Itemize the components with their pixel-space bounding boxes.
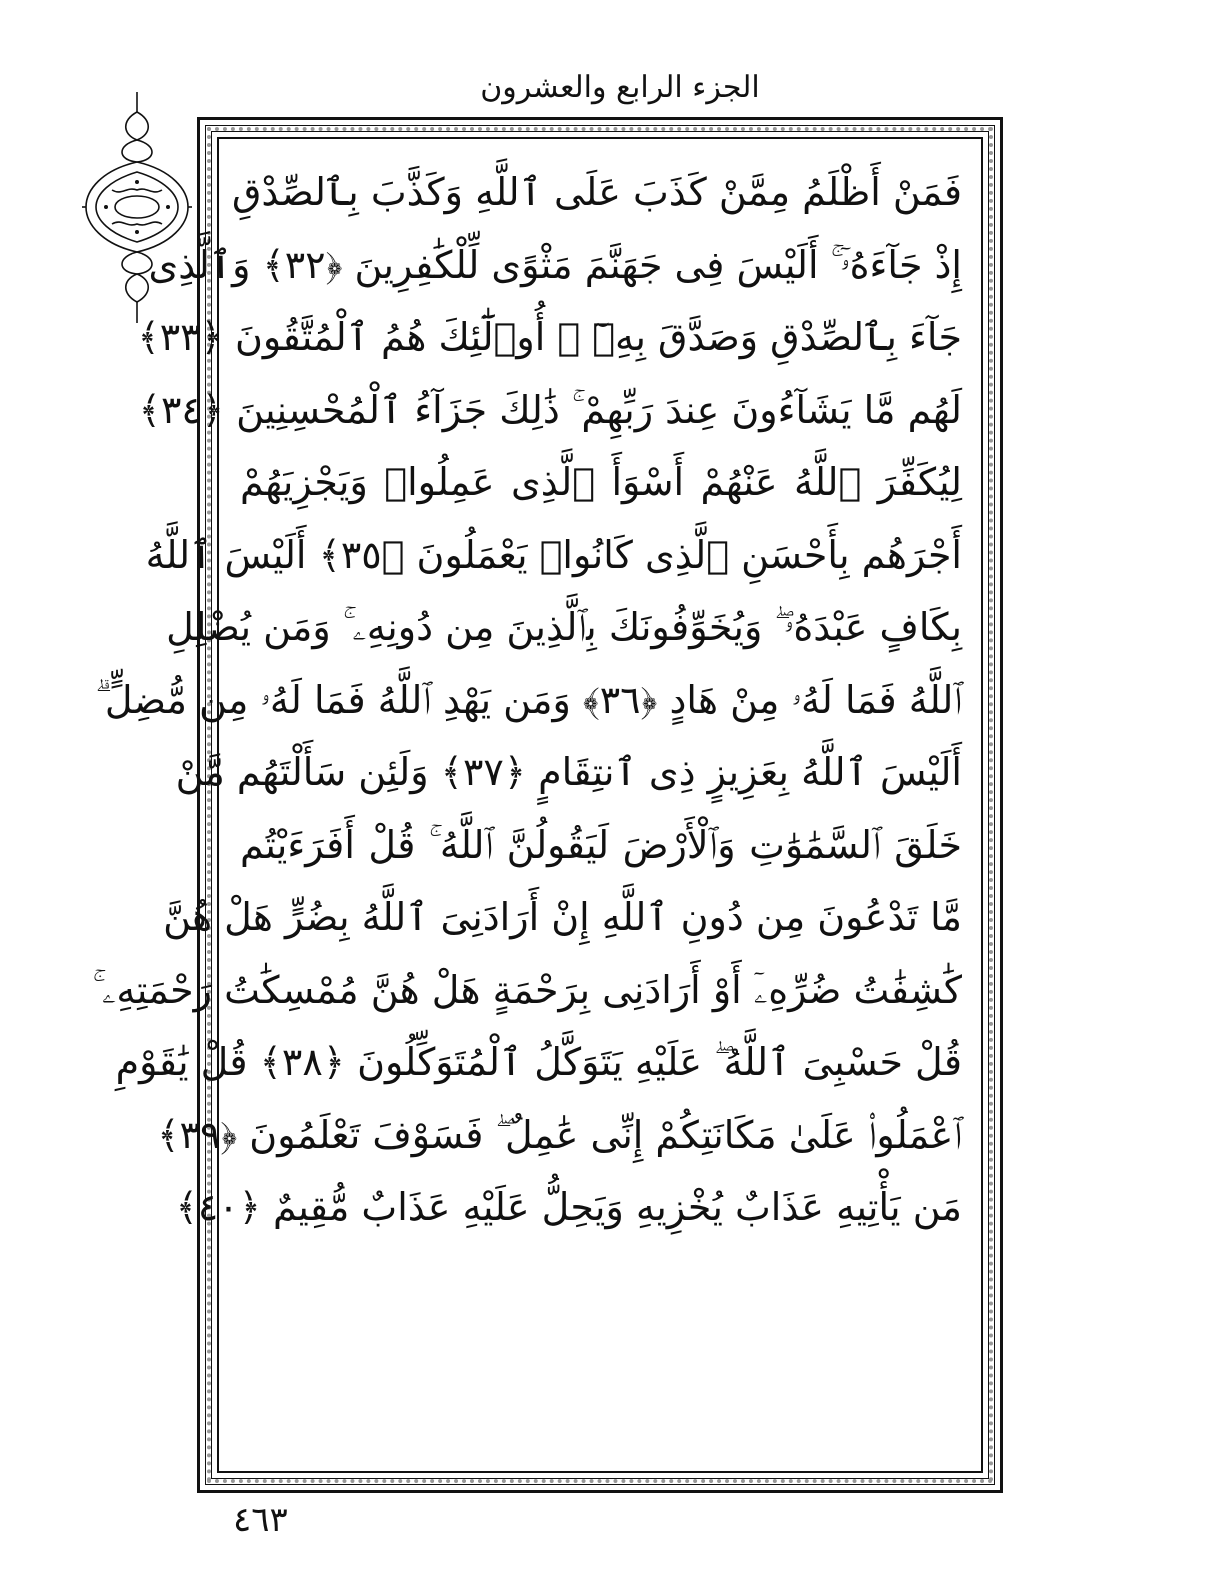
text-line: ٱعْمَلُوا۟ عَلَىٰ مَكَانَتِكُمْ إِنِّى عَٰمِلٌ ۖ فَسَوْفَ تَعْلَمُونَ ﴿٣٩﴾ <box>157 1112 962 1157</box>
text-line: كَٰشِفَٰتُ ضُرِّهِۦٓ أَوْ أَرَادَنِى بِرَحْمَةٍ هَلْ هُنَّ مُمْسِكَٰتُ رَحْمَتِهِۦ ۚ <box>92 967 962 1012</box>
quran-text-block <box>92 156 962 1461</box>
text-line: خَلَقَ ٱلسَّمَٰوَٰتِ وَٱلْأَرْضَ لَيَقُولُنَّ ٱللَّهُ ۚ قُلْ أَفَرَءَيْتُم <box>240 822 962 867</box>
text-line: لِيُكَفِّرَ ٱللَّهُ عَنْهُمْ أَسْوَأَ ٱلَّذِى عَمِلُوا۟ وَيَجْزِيَهُمْ <box>240 460 962 504</box>
text-line: أَلَيْسَ ٱللَّهُ بِعَزِيزٍ ذِى ٱنتِقَامٍ ﴿٣٧﴾ وَلَئِن سَأَلْتَهُم مَّنْ <box>175 750 962 794</box>
text-line: مَن يَأْتِيهِ عَذَابٌ يُخْزِيهِ وَيَحِلُّ عَلَيْهِ عَذَابٌ مُّقِيمٌ ﴿٤٠﴾ <box>175 1185 962 1229</box>
text-line: بِكَافٍ عَبْدَهُۥ ۖ وَيُخَوِّفُونَكَ بِٱلَّذِينَ مِن دُونِهِۦ ۚ وَمَن يُضْلِلِ <box>166 605 962 649</box>
page-number: ٤٦٣ <box>233 1500 288 1540</box>
text-line: أَجْرَهُم بِأَحْسَنِ ٱلَّذِى كَانُوا۟ يَعْمَلُونَ ﴿٣٥﴾ أَلَيْسَ ٱللَّهُ <box>145 532 962 577</box>
text-line: فَمَنْ أَظْلَمُ مِمَّنْ كَذَبَ عَلَى ٱللَّهِ وَكَذَّبَ بِٱلصِّدْقِ <box>231 170 962 214</box>
text-line: إِذْ جَآءَهُۥٓ ۚ أَلَيْسَ فِى جَهَنَّمَ مَثْوًى لِّلْكَٰفِرِينَ ﴿٣٢﴾ وَٱلَّذِى <box>148 242 962 287</box>
text-line: ٱللَّهُ فَمَا لَهُۥ مِنْ هَادٍ ﴿٣٦﴾ وَمَن يَهْدِ ٱللَّهُ فَمَا لَهُۥ مِن مُّضِلٍّ ۗ <box>95 677 962 722</box>
text-line: قُلْ حَسْبِىَ ٱللَّهُ ۖ عَلَيْهِ يَتَوَكَّلُ ٱلْمُتَوَكِّلُونَ ﴿٣٨﴾ قُلْ يَٰقَوْمِ <box>115 1040 962 1084</box>
text-line: مَّا تَدْعُونَ مِن دُونِ ٱللَّهِ إِنْ أَرَادَنِىَ ٱللَّهُ بِضُرٍّ هَلْ هُنَّ <box>163 895 962 939</box>
text-line: جَآءَ بِٱلصِّدْقِ وَصَدَّقَ بِهِۦٓ ۙ أُو۟لَٰٓئِكَ هُمُ ٱلْمُتَّقُونَ ﴿٣٣﴾ <box>137 315 962 359</box>
text-line: لَهُم مَّا يَشَآءُونَ عِندَ رَبِّهِمْ ۚ ذَٰلِكَ جَزَآءُ ٱلْمُحْسِنِينَ ﴿٣٤﴾ <box>138 387 962 432</box>
juz-title: الجزء الرابع والعشرون <box>480 70 760 105</box>
